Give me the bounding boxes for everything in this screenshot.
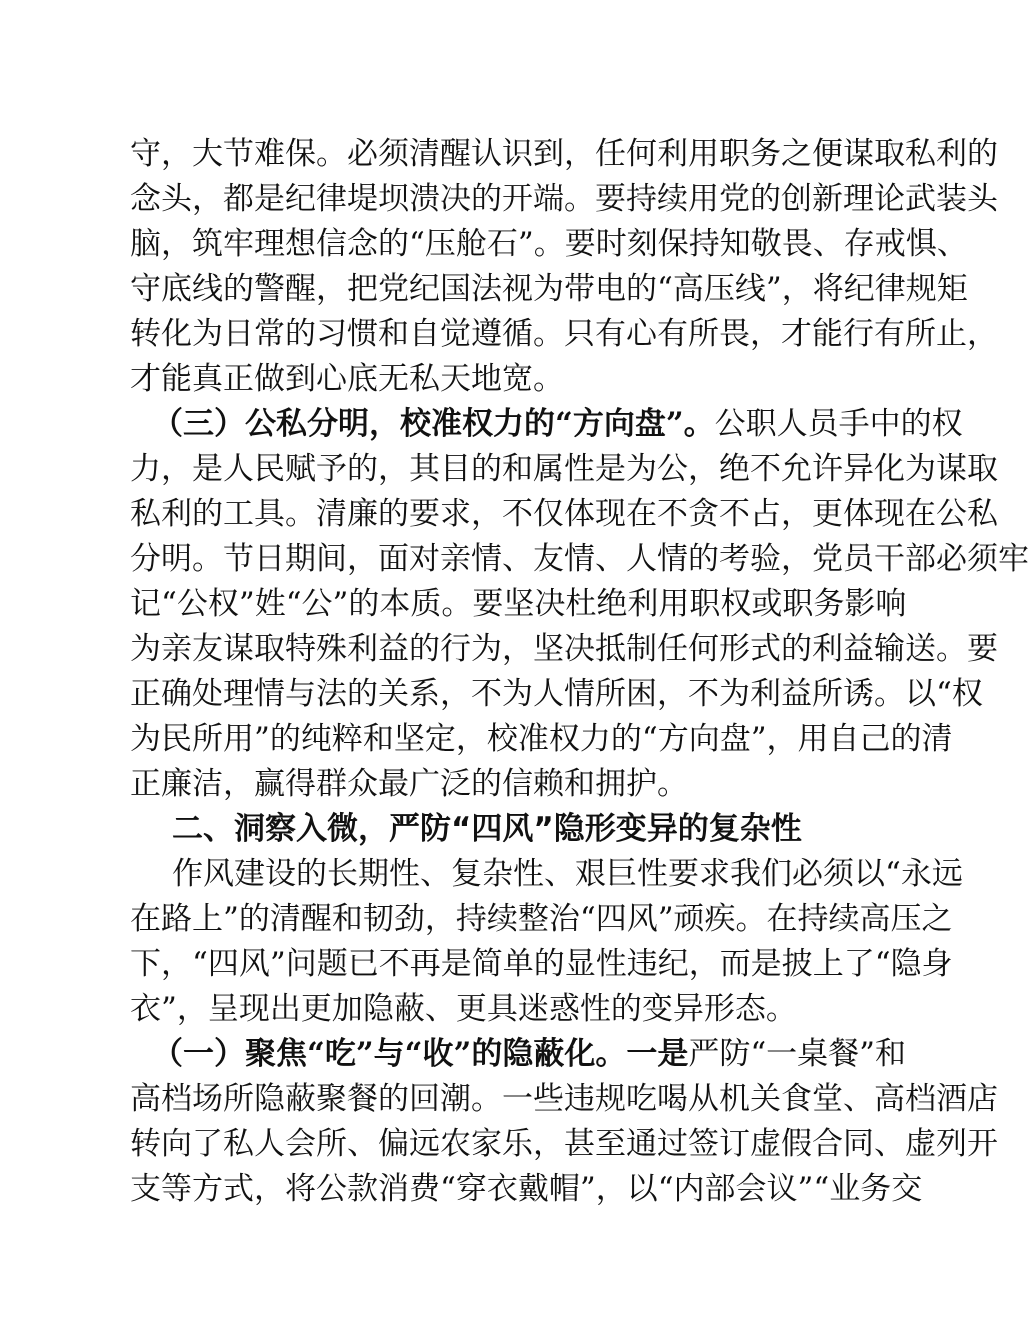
text-line: 守底线的警醒，把党纪国法视为带电的“高压线”，将纪律规矩 [130, 271, 968, 307]
section-heading: 二、洞察入微，严防“四风”隐形变异的复杂性 [172, 811, 802, 847]
section-1-first-line [130, 1032, 907, 1077]
text-line: 下，“四风”问题已不再是简单的显性违纪，而是披上了“隐身 [130, 946, 953, 982]
text-line: 转向了私人会所、偏远农家乐，甚至通过签订虚假合同、虚列开 [130, 1126, 998, 1162]
text-line: 记“公权”姓“公”的本质。要坚决杜绝利用职权或职务影响 [130, 586, 907, 622]
section-3-first-line [130, 402, 963, 447]
text-line: 高档场所隐蔽聚餐的回潮。一些违规吃喝从机关食堂、高档酒店 [130, 1081, 998, 1117]
section-1-title: （一）聚焦“吃”与“收”的隐蔽化。一是 [152, 1036, 689, 1072]
text-line: 正廉洁，赢得群众最广泛的信赖和拥护。 [130, 766, 688, 802]
text-line: 为亲友谋取特殊利益的行为，坚决抵制任何形式的利益输送。要 [130, 631, 998, 667]
section-3-title: （三）公私分明，校准权力的“方向盘”。 [152, 406, 715, 442]
text-line: 分明。节日期间，面对亲情、友情、人情的考验，党员干部必须牢 [130, 541, 1029, 577]
text-line: 才能真正做到心底无私天地宽。 [130, 361, 564, 397]
document-page [130, 132, 1029, 1212]
text-line: 为民所用”的纯粹和坚定，校准权力的“方向盘”，用自己的清 [130, 721, 953, 757]
text-line: 私利的工具。清廉的要求，不仅体现在不贪不占，更体现在公私 [130, 496, 998, 532]
text-run: 严防“一桌餐”和 [688, 1036, 907, 1072]
text-line: 脑，筑牢理想信念的“压舱石”。要时刻保持知敬畏、存戒惧、 [130, 226, 968, 262]
text-run: 公职人员手中的权 [714, 406, 963, 442]
text-line: 念头，都是纪律堤坝溃决的开端。要持续用党的创新理论武装头 [130, 181, 998, 217]
text-line: 支等方式，将公款消费“穿衣戴帽”，以“内部会议”“业务交 [130, 1171, 923, 1207]
text-line: 在路上”的清醒和韧劲，持续整治“四风”顽疾。在持续高压之 [130, 901, 953, 937]
text-line: 作风建设的长期性、复杂性、艰巨性要求我们必须以“永远 [172, 856, 963, 892]
text-line: 守，大节难保。必须清醒认识到，任何利用职务之便谋取私利的 [130, 136, 998, 172]
text-line: 正确处理情与法的关系，不为人情所困，不为利益所诱。以“权 [130, 676, 983, 712]
text-line: 力，是人民赋予的，其目的和属性是为公，绝不允许异化为谋取 [130, 451, 998, 487]
text-line: 转化为日常的习惯和自觉遵循。只有心有所畏，才能行有所止， [130, 316, 998, 352]
text-line: 衣”，呈现出更加隐蔽、更具迷惑性的变异形态。 [130, 991, 797, 1027]
